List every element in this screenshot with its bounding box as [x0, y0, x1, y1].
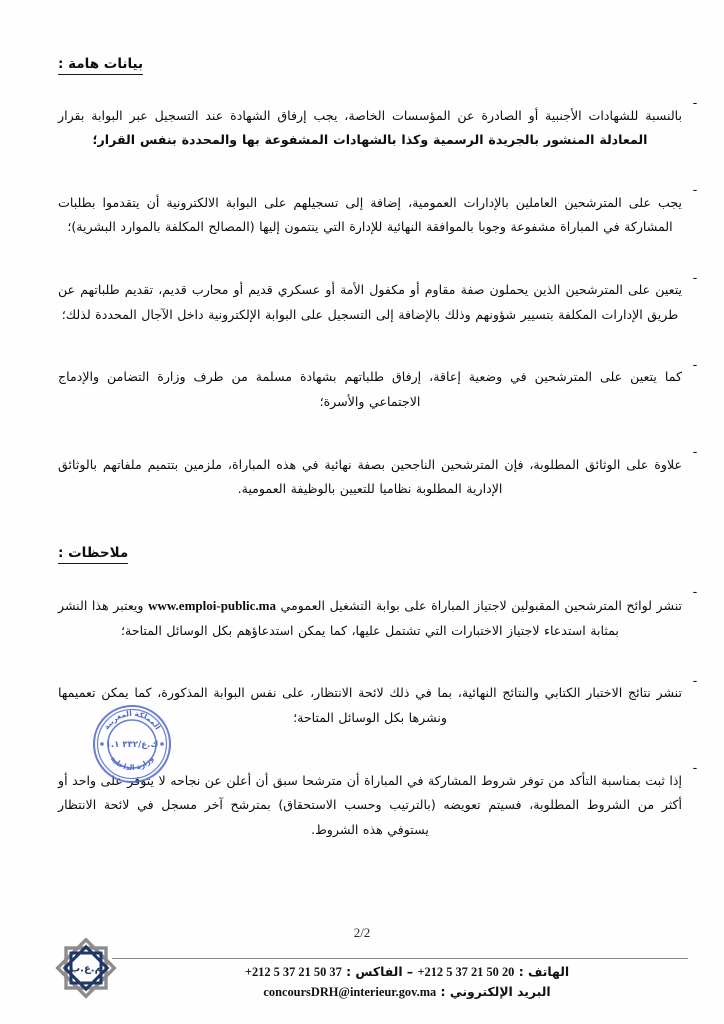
- fax-label: الفاكس :: [346, 964, 403, 979]
- section-heading-important-data: [58, 56, 708, 77]
- section-heading-important-data-label: بيانات هامة :: [58, 56, 143, 75]
- official-stamp: [76, 694, 188, 794]
- email-label: البريد الإلكتروني :: [440, 984, 551, 1000]
- bullet-dash-icon: -: [692, 585, 698, 601]
- section-heading-notes: [58, 545, 708, 566]
- portal-url-link[interactable]: www.emploi-public.ma: [148, 598, 276, 613]
- bullet-dash-icon: -: [692, 673, 698, 689]
- footer-contact-block: [120, 962, 694, 1002]
- bullet-dash-icon: -: [692, 357, 698, 373]
- list-item: [58, 353, 708, 427]
- bullet-dash-icon: -: [692, 445, 698, 461]
- bullet-dash-icon: -: [692, 96, 698, 111]
- bullet-dash-icon: -: [692, 760, 698, 776]
- svg-text:المملكة المغربية: المملكة المغربية: [101, 708, 163, 732]
- list-item: [58, 178, 708, 252]
- list-item-text: علاوة على الوثائق المطلوبة، فإن المترشحين الناجحين بصفة نهائية في هذه المباراة، ملزمين بتتميم ملفاتهم بالوثائق الإدارية المطلوبة نظاميا للتعيين بالوظيفة العمومية.: [58, 456, 682, 497]
- ministry-logo-letters: م.ع.ب: [70, 963, 102, 975]
- list-item-text: يتعين على المترشحين الذين يحملون صفة مقاوم أو مكفول الأمة أو عسكري قديم أو محارب قديم، تقديم طلباتهم عن طريق الإدارات المكلفة بتسيير شؤونهم وذلك بالإضافة إلى التسجيل على البوابة الإلكترونية داخل الآجال المحددة لذلك؛: [58, 282, 682, 322]
- important-data-list: [58, 91, 708, 514]
- list-item-text-bold: المعادلة المنشور بالجريدة الرسمية وكذا بالشهادات المشفوعة بها والمحددة بنفس القرار؛: [92, 132, 648, 148]
- list-item-text-tail: ويعتبر هذا النشر بمثابة استدعاء لاجتياز الاختبارات التي تشتمل عليها، كما يمكن استدعاؤهم بكل الوسائل المتاحة؛: [58, 598, 619, 638]
- list-item-text-lead: تنشر لوائح المترشحين المقبولين لاجتياز المباراة على بوابة التشغيل العمومي: [275, 598, 683, 613]
- list-item-text: كما يتعين على المترشحين في وضعية إعاقة، إرفاق طلباتهم بشهادة مسلمة من طرف وزارة التضامن والإدماج الاجتماعي والأسرة؛: [58, 369, 682, 409]
- bullet-dash-icon: -: [692, 183, 698, 199]
- phone-value: +212 5 37 21 50 20: [417, 965, 515, 979]
- footer-email-line: [120, 982, 694, 1002]
- stamp-center-code: ك.ع/٣٣٢ ١.١: [105, 740, 159, 750]
- list-item: [58, 91, 708, 165]
- contact-separator: –: [406, 964, 414, 979]
- footer-phone-fax-line: [120, 962, 694, 982]
- section-heading-notes-label: ملاحظات :: [58, 545, 128, 564]
- list-item-text: [58, 104, 682, 153]
- list-item-text: [58, 593, 682, 643]
- page-number: 2/2: [353, 925, 371, 940]
- fax-value: +212 5 37 21 50 37: [244, 965, 342, 979]
- list-item-text-lead: بالنسبة للشهادات الأجنبية أو الصادرة عن المؤسسات الخاصة، يجب إرفاق الشهادة عند التسجيل عبر البوابة بقرار: [58, 107, 682, 123]
- list-item-text: إذا ثبت بمناسبة التأكد من توفر شروط المشاركة في المباراة أن مترشحا سبق أن أعلن عن نجاحه لا يتوفر على واحد أو أكثر من الشروط المطلوبة، فسيتم تعويضه (بالترتيب وحسب الاستحقاق) بمترشح آخر مسجل في لائحة الانتظار يستوفي هذه الشروط.: [58, 772, 682, 837]
- list-item: [58, 580, 708, 655]
- phone-label: الهاتف :: [518, 964, 570, 979]
- section-spacer: [58, 527, 708, 545]
- list-item: [58, 266, 708, 340]
- list-item-text: يجب على المترشحين العاملين بالإدارات العمومية، إضافة إلى تسجيلهم على البوابة الالكترونية أن يتقدموا بطلبات المشاركة في المباراة مشفوعة وجوبا بالموافقة النهائية للإدارة التي ينتمون إليها (المصالح المكلفة بالموارد البشرية)؛: [58, 194, 682, 235]
- svg-text:وزارة الداخلية: وزارة الداخلية: [108, 754, 156, 773]
- email-value[interactable]: concoursDRH@interieur.gov.ma: [263, 985, 437, 1000]
- list-item-text: تنشر نتائج الاختبار الكتابي والنتائج النهائية، بما في ذلك لائحة الانتظار، على نفس البوابة المذكورة، كما يمكن تعميمها ونشرها بكل الوسائل المتاحة؛: [58, 685, 682, 725]
- ministry-logo-icon: [52, 938, 120, 1002]
- bullet-dash-icon: -: [692, 270, 698, 286]
- footer-divider: [112, 958, 688, 959]
- list-item: [58, 440, 708, 514]
